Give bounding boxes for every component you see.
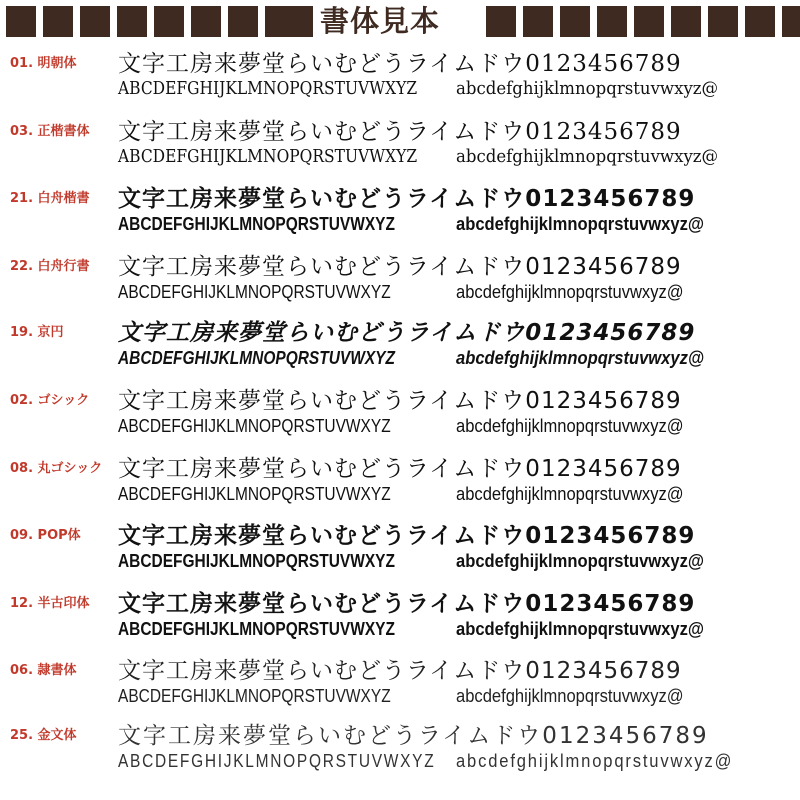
- sample-latin-line: [118, 78, 719, 100]
- header-block: [523, 6, 553, 37]
- sample-lowercase-text: abcdefghijklmnopqrstuvwxyz@: [456, 282, 684, 302]
- font-sample-row: [0, 185, 800, 251]
- sample-japanese-text: 文字工房来夢堂らいむどうライムドウ0123456789: [118, 388, 682, 414]
- font-sample-row: [0, 722, 800, 788]
- sample-uppercase-text: ABCDEFGHIJKLMNOPQRSTUVWXYZ: [118, 78, 418, 99]
- sample-japanese-text: 文字工房来夢堂らいむどうライムドウ0123456789: [118, 320, 696, 346]
- sample-lowercase-text: abcdefghijklmnopqrstuvwxyz@: [456, 78, 719, 99]
- sample-lowercase-text: abcdefghijklmnopqrstuvwxyz@: [456, 686, 684, 706]
- sample-uppercase-text: ABCDEFGHIJKLMNOPQRSTUVWXYZ: [118, 551, 395, 571]
- header-block: [745, 6, 775, 37]
- font-sample-row: [0, 253, 800, 319]
- header-block: [43, 6, 73, 37]
- sample-latin-line: [118, 415, 684, 437]
- sample-japanese-text: 文字工房来夢堂らいむどうライムドウ0123456789: [118, 186, 696, 212]
- sample-japanese-text: 文字工房来夢堂らいむどうライムドウ0123456789: [118, 523, 696, 549]
- sample-japanese-text: 文字工房来夢堂らいむどうライムドウ0123456789: [118, 658, 682, 684]
- font-name-label: 12. 半古印体: [10, 596, 90, 611]
- sample-lowercase-text: abcdefghijklmnopqrstuvwxyz@: [456, 146, 719, 167]
- font-sample-row: [0, 657, 800, 723]
- sample-latin-line: [118, 685, 684, 707]
- sample-lowercase-text: abcdefghijklmnopqrstuvwxyz@: [456, 751, 734, 771]
- page-title: 書体見本: [320, 4, 441, 38]
- font-name-label: 25. 金文体: [10, 728, 77, 743]
- font-sample-row: [0, 50, 800, 116]
- sample-lowercase-text: abcdefghijklmnopqrstuvwxyz@: [456, 551, 705, 571]
- font-name-label: 22. 白舟行書: [10, 259, 90, 274]
- header-block: [560, 6, 590, 37]
- font-name-label: 08. 丸ゴシック: [10, 461, 103, 476]
- sample-uppercase-text: ABCDEFGHIJKLMNOPQRSTUVWXYZ: [118, 214, 395, 234]
- header-block: [597, 6, 627, 37]
- font-sample-row: [0, 319, 800, 385]
- header-block: [486, 6, 516, 37]
- sample-lowercase-text: abcdefghijklmnopqrstuvwxyz@: [456, 416, 684, 436]
- font-sample-row: [0, 590, 800, 656]
- font-name-label: 21. 白舟楷書: [10, 191, 90, 206]
- header-block: [6, 6, 36, 37]
- sample-latin-line: [118, 146, 719, 168]
- sample-latin-line: [118, 347, 705, 369]
- font-sample-row: [0, 455, 800, 521]
- sample-latin-line: [118, 750, 734, 772]
- sample-uppercase-text: ABCDEFGHIJKLMNOPQRSTUVWXYZ: [118, 348, 395, 368]
- sample-latin-line: [118, 550, 705, 572]
- sample-japanese-text: 文字工房来夢堂らいむどうライムドウ0123456789: [118, 591, 696, 617]
- sample-latin-line: [118, 213, 705, 235]
- sample-japanese-text: 文字工房来夢堂らいむどうライムドウ0123456789: [118, 723, 709, 749]
- sample-lowercase-text: abcdefghijklmnopqrstuvwxyz@: [456, 619, 705, 639]
- sample-lowercase-text: abcdefghijklmnopqrstuvwxyz@: [456, 214, 705, 234]
- sample-latin-line: [118, 483, 684, 505]
- sample-lowercase-text: abcdefghijklmnopqrstuvwxyz@: [456, 484, 684, 504]
- font-name-label: 19. 京円: [10, 325, 64, 340]
- header-block: [634, 6, 664, 37]
- sample-lowercase-text: abcdefghijklmnopqrstuvwxyz@: [456, 348, 705, 368]
- sample-uppercase-text: ABCDEFGHIJKLMNOPQRSTUVWXYZ: [118, 619, 395, 639]
- font-name-label: 09. POP体: [10, 528, 81, 543]
- header-block: [154, 6, 184, 37]
- sample-japanese-text: 文字工房来夢堂らいむどうライムドウ0123456789: [118, 51, 682, 77]
- header-block: [228, 6, 258, 37]
- sample-latin-line: [118, 281, 684, 303]
- header-block: [782, 6, 800, 37]
- header-block: [191, 6, 221, 37]
- font-sample-row: [0, 118, 800, 184]
- sample-uppercase-text: ABCDEFGHIJKLMNOPQRSTUVWXYZ: [118, 282, 391, 302]
- sample-uppercase-text: ABCDEFGHIJKLMNOPQRSTUVWXYZ: [118, 686, 391, 706]
- font-name-label: 03. 正楷書体: [10, 124, 90, 139]
- font-sample-row: [0, 387, 800, 453]
- font-name-label: 06. 隷書体: [10, 663, 77, 678]
- sample-uppercase-text: ABCDEFGHIJKLMNOPQRSTUVWXYZ: [118, 484, 391, 504]
- sample-uppercase-text: ABCDEFGHIJKLMNOPQRSTUVWXYZ: [118, 146, 418, 167]
- sample-uppercase-text: ABCDEFGHIJKLMNOPQRSTUVWXYZ: [118, 416, 391, 436]
- header-block: [671, 6, 701, 37]
- header-block: [80, 6, 110, 37]
- sample-uppercase-text: ABCDEFGHIJKLMNOPQRSTUVWXYZ: [118, 751, 436, 771]
- header-block: [283, 6, 313, 37]
- header-block: [708, 6, 738, 37]
- sample-japanese-text: 文字工房来夢堂らいむどうライムドウ0123456789: [118, 119, 682, 145]
- sample-latin-line: [118, 618, 705, 640]
- font-sample-row: [0, 522, 800, 588]
- font-name-label: 02. ゴシック: [10, 393, 90, 408]
- font-name-label: 01. 明朝体: [10, 56, 77, 71]
- sample-japanese-text: 文字工房来夢堂らいむどうライムドウ0123456789: [118, 254, 682, 280]
- sample-japanese-text: 文字工房来夢堂らいむどうライムドウ0123456789: [118, 456, 682, 482]
- header-bar: [0, 0, 800, 40]
- header-block: [117, 6, 147, 37]
